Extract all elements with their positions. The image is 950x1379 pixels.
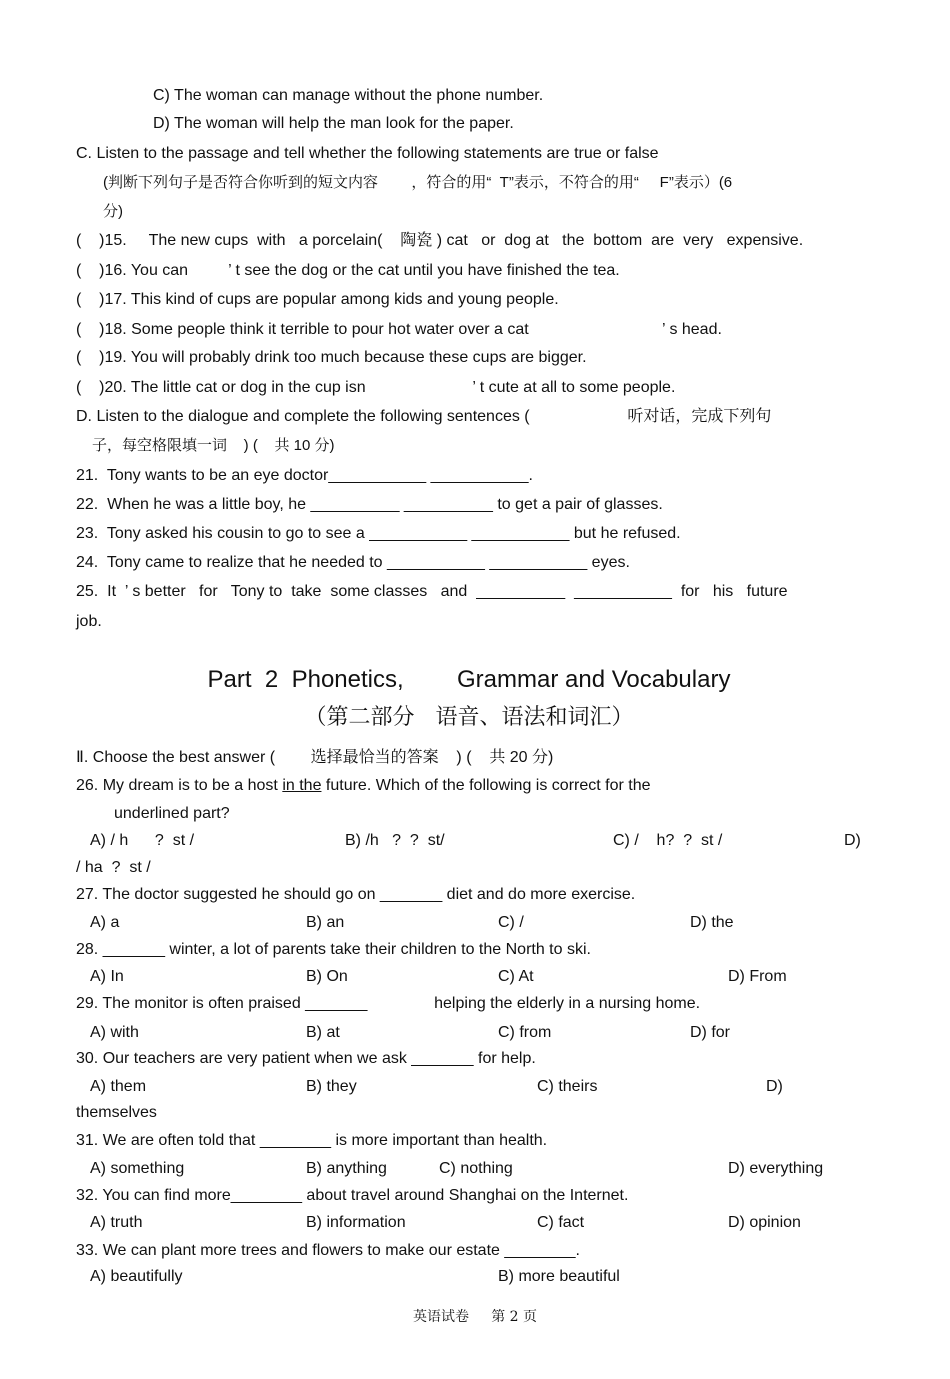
question-21: 21. Tony wants to be an eye doctor___________ ___________.	[76, 467, 533, 484]
question-25: 25. It ’ s better for Tony to take some classes and __________ ___________ for his future	[76, 583, 788, 600]
question-33: 33. We can plant more trees and flowers to make our estate ________.	[76, 1242, 580, 1259]
part2-title: Part 2 Phonetics, Grammar and Vocabulary	[207, 666, 731, 693]
section-c-instruction: (判断下列句子是否符合你听到的短文内容 ，符合的用“ T”表示，不符合的用“ F”表示）(6	[103, 174, 733, 191]
q28-option-a: A) In	[90, 968, 124, 985]
q26-option-c: C) / h? ? st /	[613, 832, 723, 849]
section-d-title: D. Listen to the dialogue and complete the following sentences ( 听对话，完成下列句	[76, 408, 772, 425]
q26-option-d: D)	[844, 832, 861, 849]
q27-option-c: C) /	[498, 914, 524, 931]
section-ii-title: Ⅱ. Choose the best answer ( 选择最恰当的答案 ) ( 共 20 分)	[76, 749, 554, 766]
question-16: ( )16. You can ’ t see the dog or the cat until you have finished the tea.	[76, 262, 620, 279]
q32-option-d: D) opinion	[728, 1214, 801, 1231]
question-31: 31. We are often told that ________ is more important than health.	[76, 1132, 548, 1149]
underlined-part: in the	[282, 777, 322, 794]
q29-option-c: C) from	[498, 1024, 552, 1041]
q30-option-a: A) them	[90, 1078, 147, 1095]
q28-option-d: D) From	[728, 968, 787, 985]
q26-option-d-cont: / ha ? st /	[76, 859, 151, 876]
question-28: 28. _______ winter, a lot of parents take their children to the North to ski.	[76, 941, 591, 958]
section-c-instruction-cont: 分)	[103, 203, 123, 220]
q32-option-a: A) truth	[90, 1214, 143, 1231]
q30-option-d: D)	[766, 1078, 783, 1095]
section-d-instruction: 子，每空格限填一词 ) ( 共 10 分)	[92, 437, 335, 454]
question-27: 27. The doctor suggested he should go on _______ diet and do more exercise.	[76, 886, 636, 903]
q27-option-a: A) a	[90, 914, 120, 931]
q30-option-c: C) theirs	[537, 1078, 598, 1095]
q33-option-b: B) more beautiful	[498, 1268, 620, 1285]
q31-option-d: D) everything	[728, 1160, 824, 1177]
q33-option-a: A) beautifully	[90, 1268, 183, 1285]
option-d: D) The woman will help the man look for the paper.	[153, 115, 514, 132]
question-26-cont: underlined part?	[114, 805, 230, 822]
question-15: ( )15. The new cups with a porcelain( 陶瓷 ) cat or dog at the bottom are very expensive.	[76, 232, 804, 249]
question-19: ( )19. You will probably drink too much because these cups are bigger.	[76, 349, 587, 366]
question-20: ( )20. The little cat or dog in the cup isn ’ t cute at all to some people.	[76, 379, 676, 396]
q27-option-b: B) an	[306, 914, 345, 931]
part2-subtitle: （第二部分 语音、语法和词汇）	[304, 705, 634, 730]
question-18: ( )18. Some people think it terrible to pour hot water over a cat ’ s head.	[76, 321, 722, 338]
q26-option-b: B) /h ? ? st/	[345, 832, 445, 849]
q32-option-c: C) fact	[537, 1214, 585, 1231]
q29-option-a: A) with	[90, 1024, 139, 1041]
question-29: 29. The monitor is often praised _______ helping the elderly in a nursing home.	[76, 995, 701, 1012]
q26-option-a: A) / h ? st /	[90, 832, 195, 849]
question-30: 30. Our teachers are very patient when we ask _______ for help.	[76, 1050, 536, 1067]
q31-option-a: A) something	[90, 1160, 185, 1177]
q31-option-c: C) nothing	[439, 1160, 513, 1177]
option-c: C) The woman can manage without the phone number.	[153, 87, 544, 104]
question-22: 22. When he was a little boy, he __________ __________ to get a pair of glasses.	[76, 496, 663, 513]
question-25-cont: job.	[76, 613, 102, 630]
q32-option-b: B) information	[306, 1214, 406, 1231]
question-24: 24. Tony came to realize that he needed to ___________ ___________ eyes.	[76, 554, 630, 571]
question-32: 32. You can find more________ about travel around Shanghai on the Internet.	[76, 1187, 629, 1204]
q27-option-d: D) the	[690, 914, 734, 931]
question-23: 23. Tony asked his cousin to go to see a ___________ ___________ but he refused.	[76, 525, 681, 542]
page-footer: 英语试卷 第 2 页	[412, 1309, 538, 1325]
question-26-text-b: future. Which of the following is correct for the	[321, 777, 651, 794]
q29-option-d: D) for	[690, 1024, 730, 1041]
q28-option-c: C) At	[498, 968, 534, 985]
question-26	[76, 776, 651, 796]
q31-option-b: B) anything	[306, 1160, 387, 1177]
question-26-text-a: 26. My dream is to be a host	[76, 777, 283, 794]
q30-option-d-cont: themselves	[76, 1104, 157, 1121]
question-17: ( )17. This kind of cups are popular among kids and young people.	[76, 291, 559, 308]
q30-option-b: B) they	[306, 1078, 357, 1095]
q29-option-b: B) at	[306, 1024, 340, 1041]
section-c-title: C. Listen to the passage and tell whether the following statements are true or false	[76, 145, 659, 162]
q28-option-b: B) On	[306, 968, 348, 985]
